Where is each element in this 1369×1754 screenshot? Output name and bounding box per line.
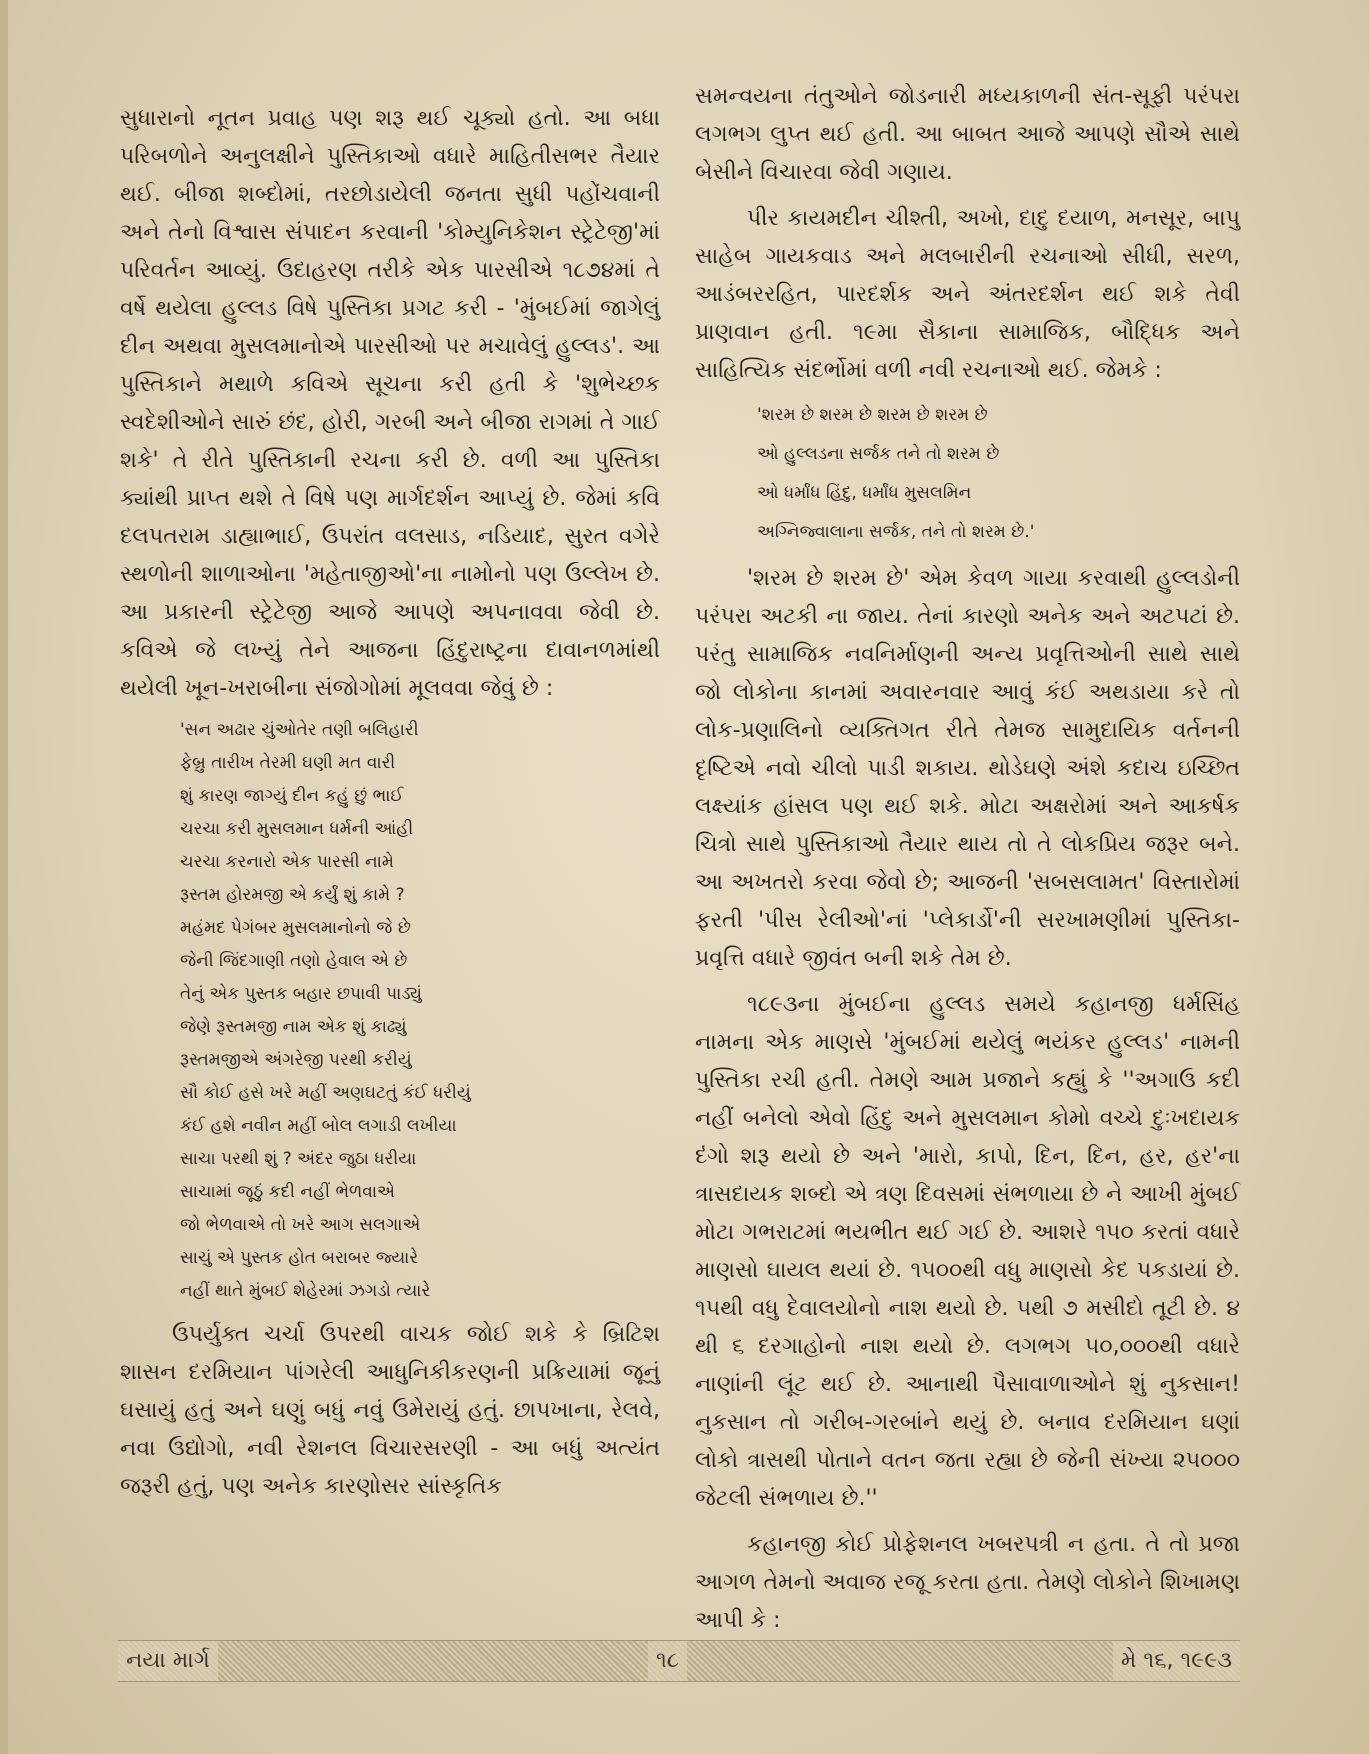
verse-line: ફેબ્રુ તારીખ તેરમી ઘણી મત વારી — [180, 753, 396, 773]
right-verse — [757, 396, 1240, 552]
verse-line: સાચામાં જૂઠું કદી નહીં ભેળવાએ — [180, 1182, 395, 1202]
left-column — [120, 100, 660, 1506]
verse-line: રૂસ્તમજીએ અંગરેજી પરથી કરીયું — [180, 1050, 412, 1070]
left-paragraph-1: સુધારાનો નૂતન પ્રવાહ પણ શરૂ થઈ ચૂક્યો હતો. આ બધા પરિબળોને અનુલક્ષીને પુસ્તિકાઓ વધારે માહિતીસભર તૈયાર થઈ. બીજા શબ્દોમાં, તરછોડાયેલી જનતા સુધી પહોંચવાની અને તેનો વિશ્વાસ સંપાદન કરવાની 'કોમ્યુનિકેશન સ્ટ્રેટેજી'માં પરિવર્તન આવ્યું. ઉદાહરણ તરીકે એક પારસીએ ૧૮૭૪માં તે વર્ષે થયેલા હુલ્લડ વિષે પુસ્તિકા પ્રગટ કરી - 'મુંબઈમાં જાગેલું દીન અથવા મુસલમાનોએ પારસીઓ પર મચાવેલું હુલ્લડ'. આ પુસ્તિકાને મથાળે કવિએ સૂચના કરી હતી કે 'શુભેચ્છક સ્વદેશીઓને સારું છંદ, હોરી, ગરબી અને બીજા રાગમાં તે ગાઈ શકે' તે રીતે પુસ્તિકાની રચના કરી છે. વળી આ પુસ્તિકા ક્યાંથી પ્રાપ્ત થશે તે વિષે પણ માર્ગદર્શન આપ્યું છે. જેમાં કવિ દલપતરામ ડાહ્યાભાઈ, ઉપરાંત વલસાડ, નડિયાદ, સુરત વગેરે સ્થળોની શાળાઓના 'મહેતાજીઓ'ના નામોનો પણ ઉલ્લેખ છે. આ પ્રકારની સ્ટ્રેટેજી આજે આપણે અપનાવવા જેવી છે. કવિએ જે લખ્યું તેને આજના હિંદુરાષ્ટ્રના દાવાનળમાંથી થયેલી ખૂન-ખરાબીના સંજોગોમાં મૂલવવા જેવું છે : — [120, 106, 660, 701]
right-paragraph-3: 'શરમ છે શરમ છે' એમ કેવળ ગાયા કરવાથી હુલ્લડોની પરંપરા અટકી ના જાય. તેનાં કારણો અનેક અને અટપટાં છે. પરંતુ સામાજિક નવનિર્માણની અન્ય પ્રવૃત્તિઓની સાથે સાથે જો લોકોના કાનમાં અવારનવાર આવું કંઈ અથડાયા કરે તો લોક-પ્રણાલિનો વ્યક્તિગત રીતે તેમજ સામુદાયિક વર્તનની દૃષ્ટિએ નવો ચીલો પાડી શકાય. થોડેઘણે અંશે કદાચ ઇચ્છિત લક્ષ્યાંક હાંસલ પણ થઈ શકે. મોટા અક્ષરોમાં અને આકર્ષક ચિત્રો સાથે પુસ્તિકાઓ તૈયાર થાય તો તે લોકપ્રિય જરૂર બને. આ અખતરો કરવા જેવો છે; આજની 'સબસલામત' વિસ્તારોમાં ફરતી 'પીસ રેલીઓ'નાં 'પ્લેકાર્ડો'ની સરખામણીમાં પુસ્તિકા-પ્રવૃત્તિ વધારે જીવંત બની શકે તેમ છે. — [695, 566, 1240, 971]
verse-line: સાચા પરથી શું ? અંદર જુઠા ધરીયા — [180, 1149, 417, 1169]
verse-line: ચરચા કરી મુસલમાન ધર્મની આંહી — [180, 819, 414, 839]
verse-line: ઓ હુલ્લડના સર્જક તને તો શરમ છે — [757, 444, 1000, 464]
verse-line: ચરચા કરનારો એક પારસી નામે — [180, 852, 394, 872]
verse-line: નહીં થાતે મુંબઈ શેહેરમાં ઝગડો ત્યારે — [180, 1281, 431, 1301]
magazine-name: નયા માર્ગ — [118, 1641, 218, 1681]
verse-line: 'સન અઢાર ચુંઓતેર તણી બલિહારી — [180, 720, 419, 740]
verse-line: શું કારણ જાગ્યું દીન કહું છું ભાઈ — [180, 786, 404, 806]
right-paragraph-4: ૧૮૯૩ના મુંબઈના હુલ્લડ સમયે કહાનજી ધર્મસિંહ નામના એક માણસે 'મુંબઈમાં થયેલું ભયંકર હુલ્લડ' નામની પુસ્તિકા રચી હતી. તેમણે આમ પ્રજાને કહ્યું કે ''અગાઉ કદી નહીં બનેલો એવો હિંદુ અને મુસલમાન કોમો વચ્ચે દુઃખદાયક દંગો શરૂ થયો છે અને 'મારો, કાપો, દિન, દિન, હર, હર'ના ત્રાસદાયક શબ્દો એ ત્રણ દિવસમાં સંભળાયા છે ને આખી મુંબઈ મોટા ગભરાટમાં ભયભીત થઈ ગઈ છે. આશરે ૧૫૦ કરતાં વધારે માણસો ઘાયલ થયાં છે. ૧૫૦૦થી વધુ માણસો કેદ પકડાયાં છે. ૧૫થી વધુ દેવાલયોનો નાશ થયો છે. ૫થી ૭ મસીદો તૂટી છે. ૪ થી ૬ દરગાહોનો નાશ થયો છે. લગભગ ૫૦,૦૦૦થી વધારે નાણાંની લૂંટ થઈ છે. આનાથી પૈસાવાળાઓને શું નુકસાન! નુકસાન તો ગરીબ-ગરબાંને થયું છે. બનાવ દરમિયાન ઘણાં લોકો ત્રાસથી પોતાને વતન જતા રહ્યા છે જેની સંખ્યા ૨૫૦૦૦ જેટલી સંભળાય છે.'' — [695, 992, 1240, 1511]
verse-line: જેની જિંદગાણી તણો હેવાલ એ છે — [180, 951, 408, 971]
page-number: ૧૮ — [648, 1641, 687, 1681]
verse-line: સાચું એ પુસ્તક હોત બરાબર જ્યારે — [180, 1248, 419, 1268]
verse-line: તેનું એક પુસ્તક બહાર છપાવી પાડ્યું — [180, 984, 423, 1004]
right-column — [695, 78, 1240, 1640]
verse-line: 'શરમ છે શરમ છે શરમ છે શરમ છે — [757, 405, 988, 425]
verse-line: કંઈ હશે નવીન મહીં બોલ લગાડી લખીયા — [180, 1116, 457, 1136]
verse-line: અગ્નિજ્વાલાના સર્જક, તને તો શરમ છે.' — [757, 522, 1035, 542]
verse-line: જેણે રૂસ્તમજી નામ એક શું કાઢ્યું — [180, 1017, 407, 1037]
page-edge — [0, 0, 8, 1754]
verse-line: ઓ ધર્માંધ હિંદુ, ધર્માંધ મુસલમિન — [757, 483, 972, 503]
verse-line: મહંમદ પેગંબર મુસલમાનોનો જે છે — [180, 918, 411, 938]
verse-line: રૂસ્તમ હોરમજી એ કર્યું શું કામે ? — [180, 885, 405, 905]
verse-line: જો ભેળવાએ તો ખરે આગ સલગાએ — [180, 1215, 421, 1235]
right-paragraph-2: પીર કાયમદીન ચીશ્તી, અખો, દાદુ દયાળ, મનસૂર, બાપુ સાહેબ ગાયકવાડ અને મલબારીની રચનાઓ સીધી, સરળ, આડંબરરહિત, પારદર્શક અને અંતરદર્શન થઈ શકે તેવી પ્રાણવાન હતી. ૧૯મા સૈકાના સામાજિક, બૌદ્ધિક અને સાહિત્યિક સંદર્ભોમાં વળી નવી રચનાઓ થઈ. જેમકે : — [695, 206, 1240, 383]
right-paragraph-5: કહાનજી કોઈ પ્રોફેશનલ ખબરપત્રી ન હતા. તે તો પ્રજા આગળ તેમનો અવાજ રજૂ કરતા હતા. તેમણે લોકોને શિખામણ આપી કે : — [695, 1532, 1240, 1633]
page-footer — [118, 1640, 1240, 1682]
right-paragraph-1: સમન્વયના તંતુઓને જોડનારી મધ્યકાળની સંત-સૂફી પરંપરા લગભગ લુપ્ત થઈ હતી. આ બાબત આજે આપણે સૌએ સાથે બેસીને વિચારવા જેવી ગણાય. — [695, 84, 1240, 185]
verse-line: સૌ કોઈ હસે ખરે મહીં અણઘટતું કંઈ ધરીયું — [180, 1083, 471, 1103]
issue-date: મે ૧૬, ૧૯૯૩ — [1113, 1641, 1240, 1681]
left-verse — [180, 714, 660, 1308]
left-paragraph-2: ઉપર્યુક્ત ચર્ચા ઉપરથી વાચક જોઈ શકે કે બ્રિટિશ શાસન દરમિયાન પાંગરેલી આધુનિકીકરણની પ્રક્રિયામાં જૂનું ઘસાયું હતું અને ઘણું બધું નવું ઉમેરાયું હતું. છાપખાના, રેલવે, નવા ઉદ્યોગો, નવી રેશનલ વિચારસરણી - આ બધું અત્યંત જરૂરી હતું, પણ અનેક કારણોસર સાંસ્કૃતિક — [120, 1322, 660, 1499]
